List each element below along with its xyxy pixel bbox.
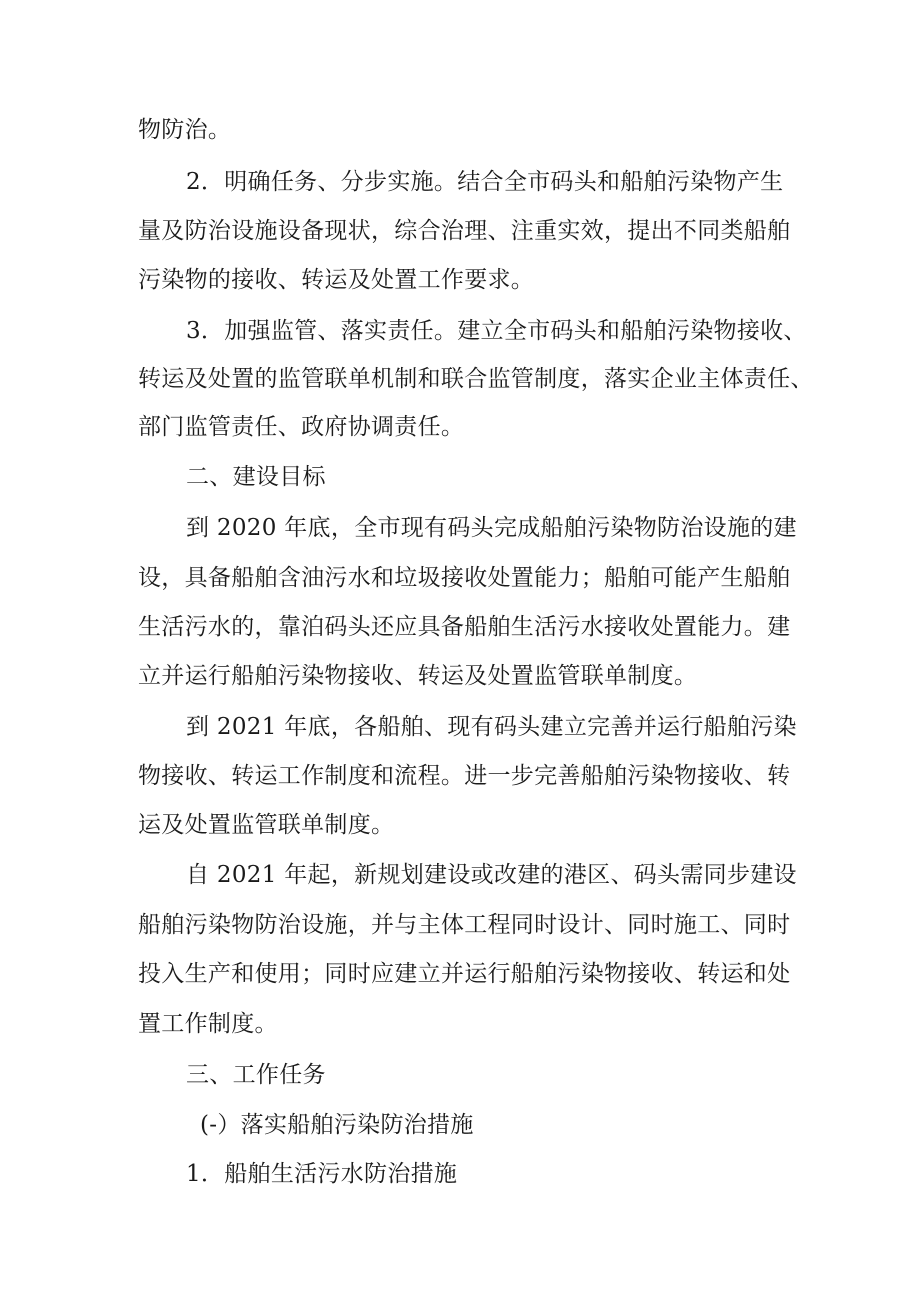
text-line: 投入生产和使用；同时应建立并运行船舶污染物接收、转运和处	[138, 961, 791, 987]
text-line: 污染物的接收、转运及处置工作要求。	[138, 267, 535, 293]
text-line: 物接收、转运工作制度和流程。进一步完善船舶污染物接收、转	[138, 763, 791, 789]
subsection-heading: 1．船舶生活污水防治措施	[186, 1161, 458, 1187]
section-heading: 二、建设目标	[186, 464, 326, 490]
text-line: 量及防治设施设备现状，综合治理、注重实效，提出不同类船舶	[138, 218, 791, 244]
text-line: 3．加强监管、落实责任。建立全市码头和船舶污染物接收、	[186, 318, 807, 344]
text-line: 置工作制度。	[138, 1011, 278, 1037]
section-heading: 三、工作任务	[186, 1062, 326, 1088]
text-line: 部门监管责任、政府协调责任。	[138, 414, 465, 440]
text-line: 生活污水的，靠泊码头还应具备船舶生活污水接收处置能力。建	[138, 614, 791, 640]
text-line: 运及处置监管联单制度。	[138, 812, 395, 838]
text-line: 2．明确任务、分步实施。结合全市码头和船舶污染物产生	[186, 169, 784, 195]
text-line: 设，具备船舶含油污水和垃圾接收处置能力；船舶可能产生船舶	[138, 565, 791, 591]
text-line: 自 2021 年起，新规划建设或改建的港区、码头需同步建设	[186, 862, 797, 888]
subsection-heading: (-）落实船舶污染防治措施	[200, 1112, 474, 1138]
text-line: 物防治。	[138, 117, 232, 143]
text-line: 船舶污染物防治设施，并与主体工程同时设计、同时施工、同时	[138, 912, 791, 938]
text-line: 到 2020 年底，全市现有码头完成船舶污染物防治设施的建	[186, 515, 797, 541]
text-line: 到 2021 年底，各船舶、现有码头建立完善并运行船舶污染	[186, 714, 797, 740]
text-line: 立并运行船舶污染物接收、转运及处置监管联单制度。	[138, 663, 698, 689]
text-line: 转运及处置的监管联单机制和联合监管制度，落实企业主体责任、	[138, 366, 814, 392]
